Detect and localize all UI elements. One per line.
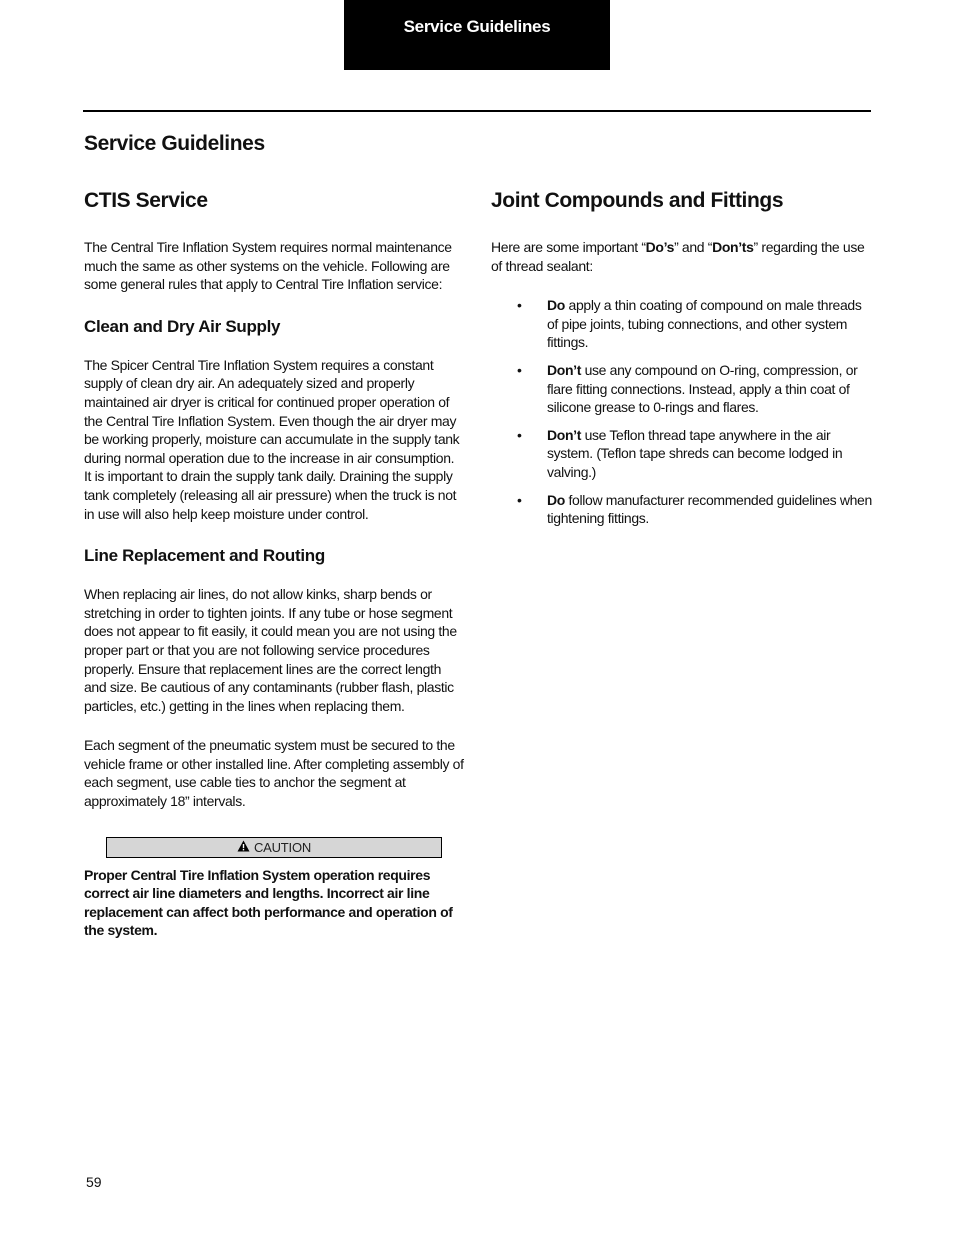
bullet-marker: •: [517, 361, 522, 378]
intro-text-middle: ” and “: [674, 239, 713, 255]
air-supply-heading: Clean and Dry Air Supply: [84, 316, 281, 336]
list-item-text: follow manufacturer recommended guidelines when tightening fittings.: [547, 491, 872, 527]
bullet-marker: •: [517, 297, 522, 314]
list-item-lead: Do: [547, 297, 565, 314]
sealant-guidelines-list: [491, 296, 873, 528]
air-supply-paragraph: The Spicer Central Tire Inflation System requires a constant supply of clean dry air. An adequately sized and properly maintained air dryer is critical for continued proper operation of the Central Tire Inflation System. Even though the air dryer may be working properly, moisture can accumulate in the supply tank during normal operation due to the increase in air consumption. It is important to drain the supply tank daily. Draining the supply tank completely (releasing all air pressure) when the truck is not in use will also help keep moisture under control.: [84, 356, 460, 522]
header-tab-label: Service Guidelines: [403, 17, 551, 36]
list-item-text: apply a thin coating of compound on male threads of pipe joints, tubing connections, and other system fittings.: [547, 297, 862, 351]
right-column: [491, 186, 873, 537]
left-column: [84, 186, 464, 940]
list-item-lead: Don’t: [547, 361, 582, 378]
segment-securing-paragraph: Each segment of the pneumatic system must be secured to the vehicle frame or other installed line. After completing assembly of each segment, use cable ties to anchor the segment at approximately 18” intervals.: [84, 737, 464, 810]
intro-text-before: Here are some important “: [491, 239, 646, 255]
list-item-lead: Don’t: [547, 426, 582, 443]
list-item: [491, 361, 873, 417]
ctis-intro-paragraph: The Central Tire Inflation System requires normal maintenance much the same as other systems on the vehicle. Following are some general rules that apply to Central Tire Inflation service:: [84, 239, 452, 293]
list-item-text: use any compound on O-ring, compression, or flare fitting connections. Instead, apply a thin coat of silicone grease to 0-rings and flares.: [547, 361, 858, 416]
page-title: Service Guidelines: [84, 132, 265, 155]
list-item-text: use Teflon thread tape anywhere in the air system. (Teflon tape shreds can become lodged in valving.): [547, 426, 843, 480]
bullet-marker: •: [517, 426, 522, 443]
intro-dos: Do’s: [645, 239, 675, 255]
page-number: 59: [86, 1174, 102, 1190]
caution-banner: [106, 837, 442, 858]
list-item: [491, 426, 873, 482]
joint-compounds-intro: [491, 238, 873, 275]
joint-compounds-heading: Joint Compounds and Fittings: [491, 189, 784, 212]
header-tab: [344, 0, 610, 70]
bullet-marker: •: [517, 491, 522, 508]
line-replacement-paragraph: When replacing air lines, do not allow kinks, sharp bends or stretching in order to tighten joints. If any tube or hose segment does not appear to fit easily, it could mean you are not using the proper part or that you are not following service procedures properly. Ensure that replacement lines are the correct length and size. Be cautious of any contaminants (rubber flash, plastic particles, etc.) getting in the lines when replacing them.: [84, 586, 457, 714]
intro-text-after: ” regarding the use of thread sealant:: [491, 239, 865, 274]
header-rule: [83, 110, 871, 112]
line-replacement-heading: Line Replacement and Routing: [84, 546, 325, 566]
list-item: [491, 296, 873, 352]
caution-label: CAUTION: [253, 839, 312, 855]
list-item-lead: Do: [547, 491, 565, 508]
ctis-service-heading: CTIS Service: [84, 189, 208, 212]
list-item: [491, 491, 873, 528]
warning-triangle-icon: [237, 840, 250, 855]
caution-text: Proper Central Tire Inflation System operation requires correct air line diameters and lengths. Incorrect air line replacement can affect both performance and operation of the system.: [84, 866, 453, 939]
intro-donts: Don’ts: [712, 239, 754, 255]
